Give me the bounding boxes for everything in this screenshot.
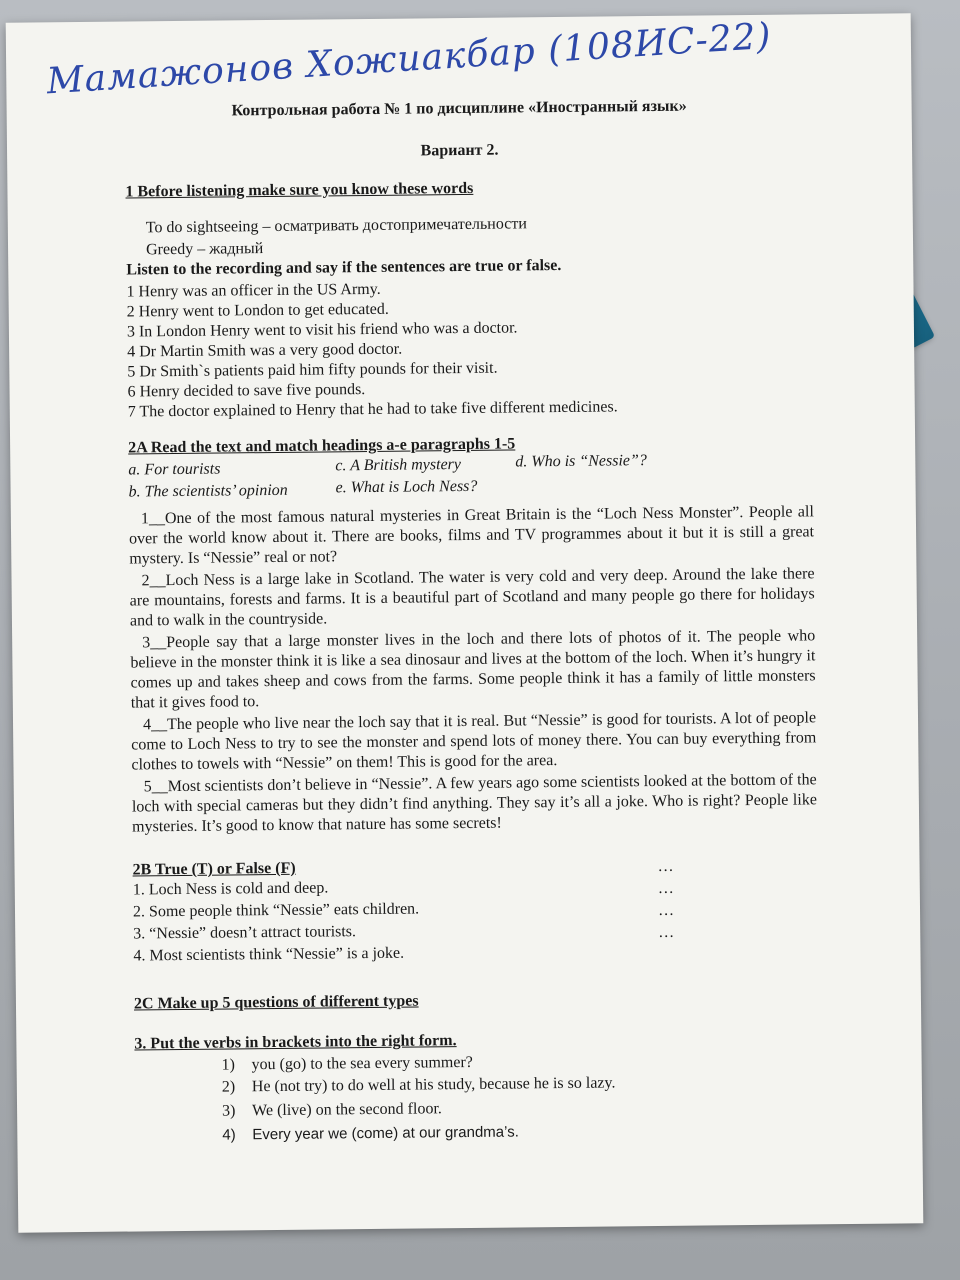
document-title: Контрольная работа № 1 по дисциплине «Иностранный язык»: [231, 97, 687, 120]
item-text: Every year we (come) at our grandma’s.: [252, 1123, 519, 1144]
section2c-heading: 2C Make up 5 questions of different types: [133, 992, 419, 1013]
item-text: you (go) to the sea every summer?: [251, 1053, 473, 1074]
tf-item: 2. Some people think “Nessie” eats children.: [132, 900, 420, 921]
text-paragraph: [130, 626, 816, 713]
text-paragraph: [131, 708, 817, 775]
item-number: 3): [222, 1102, 236, 1120]
section3-heading: 3. Put the verbs in brackets into the right form.: [134, 1032, 457, 1053]
paragraph-number: 2__: [141, 572, 166, 590]
heading-option-c: c. A British mystery: [335, 456, 462, 475]
paragraph-number: 3__: [142, 634, 167, 652]
paragraph-text: Most scientists don’t believe in “Nessie”. A few years ago some scientists looked at the bottom of the loch with special cameras but they didn’t find anything. They say it’s all a joke. Who is right? People like mysteries. It’s good to know that nature has some secrets!: [131, 771, 817, 836]
item-text: He (not try) to do well at his study, because he is so lazy.: [251, 1074, 616, 1096]
tf-item: 4. Most scientists think “Nessie” is a joke.: [133, 944, 405, 965]
paragraph-number: 1__: [140, 510, 165, 528]
vocab-item: To do sightseeing – осматривать достопримечательности: [145, 215, 527, 237]
heading-option-e: e. What is Loch Ness?: [335, 477, 478, 497]
section2a-heading: 2A Read the text and match headings a-e paragraphs 1-5: [128, 435, 516, 457]
tf-sentence: 1 Henry was an officer in the US Army.: [126, 280, 381, 301]
tf-sentence: 7 The doctor explained to Henry that he had to take five different medicines.: [127, 398, 618, 421]
paragraph-text: People say that a large monster lives in the loch and there lots of photos of it. The people who believe in the monster think it is like a sea dinosaur and lives at the bottom of the loch. When it’s hungry it comes up and takes sheep and cows from the farms. Some people think it has a family of little monsters that it gives food to.: [130, 627, 816, 712]
exercise-item: [222, 1100, 442, 1120]
tf-item: 3. “Nessie” doesn’t attract tourists.: [133, 923, 357, 943]
answer-blank: …: [657, 857, 674, 875]
text-paragraph: [132, 770, 818, 837]
text-paragraph: [129, 502, 815, 569]
listening-instruction: Listen to the recording and say if the sentences are true or false.: [126, 256, 562, 279]
answer-blank: …: [657, 879, 674, 897]
item-number: 1): [221, 1056, 236, 1074]
item-text: We (live) on the second floor.: [252, 1100, 442, 1120]
tf-sentence: 4 Dr Martin Smith was a very good doctor.: [127, 340, 403, 361]
heading-option-a: a. For tourists: [128, 460, 221, 479]
tf-item: 1. Loch Ness is cold and deep.: [132, 879, 329, 899]
exercise-item: [222, 1054, 473, 1075]
variant-label: Вариант 2.: [420, 141, 499, 160]
exercise-item: [222, 1074, 616, 1096]
answer-blank: …: [658, 923, 675, 941]
text-paragraph: [129, 564, 815, 631]
item-number: 4): [222, 1126, 236, 1144]
vocab-item: Greedy – жадный: [145, 240, 264, 259]
section2b-heading: 2B True (T) or False (F): [132, 859, 296, 879]
exercise-item: [222, 1123, 519, 1143]
tf-sentence: 2 Henry went to London to get educated.: [126, 300, 389, 321]
tf-sentence: 5 Dr Smith`s patients paid him fifty pounds for their visit.: [127, 359, 498, 381]
paragraph-text: The people who live near the loch say that it is real. But “Nessie” is good for tourists. A lot of people come to Loch Ness to try to see the monster and spend lots of money there. You can buy everything from clothes to towels with “Nessie” on them! This is good for the area.: [131, 709, 817, 774]
answer-blank: …: [657, 901, 675, 919]
paper-sheet: [6, 13, 924, 1232]
tf-sentence: 6 Henry decided to save five pounds.: [127, 381, 366, 401]
paragraph-text: Loch Ness is a large lake in Scotland. The water is very cold and very deep. Around the lake there are mountains, forests and farms. It is a beautiful part of Scotland and many people go there for holidays and to walk in the countryside.: [129, 565, 815, 630]
handwritten-name: Мамажонов Хожиакбар (108ИС-22): [45, 15, 773, 103]
heading-option-b: b. The scientists’ opinion: [128, 481, 288, 501]
paragraph-text: One of the most famous natural mysteries in Great Britain is the “Loch Ness Monster”. People all over the world know about it. There are books, films and TV programmes about it but it is still a great mystery. Is “Nessie” real or not?: [129, 503, 815, 568]
section1-heading: 1 Before listening make sure you know these words: [125, 179, 474, 201]
item-number: 2): [221, 1078, 236, 1096]
paragraph-number: 4__: [142, 716, 168, 734]
paragraph-number: 5__: [143, 778, 168, 796]
tf-sentence: 3 In London Henry went to visit his friend who was a doctor.: [126, 319, 518, 341]
heading-option-d: d. Who is “Nessie”?: [515, 452, 647, 471]
